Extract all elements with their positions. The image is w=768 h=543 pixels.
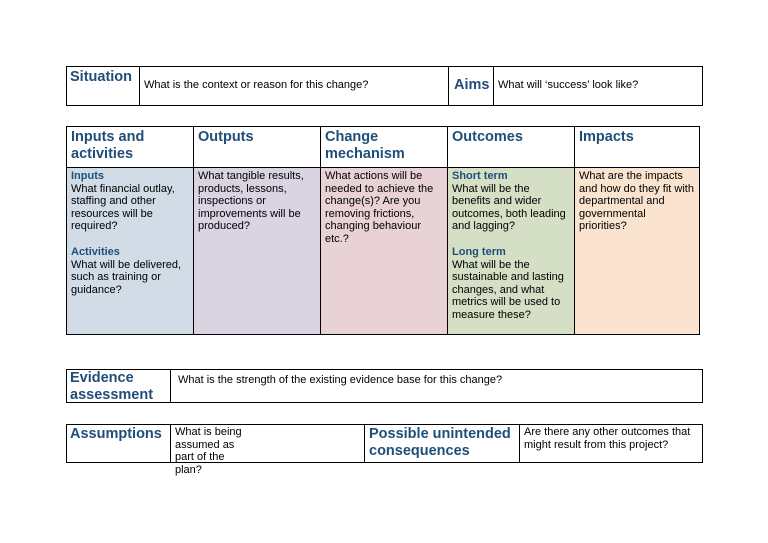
outputs-cell xyxy=(193,167,320,334)
activities-label: Activities xyxy=(71,245,120,258)
evidence-question: What is the strength of the existing evidence base for this change? xyxy=(170,370,702,402)
inputs-text: What financial outlay, staffing and other resources will be required? xyxy=(71,182,175,233)
impacts-cell xyxy=(574,167,699,334)
long-term-label: Long term xyxy=(452,245,506,258)
situation-aims-row xyxy=(66,66,703,106)
aims-question: What will ‘success’ look like? xyxy=(493,67,702,105)
aims-label: Aims xyxy=(448,67,493,105)
change-mechanism-cell xyxy=(320,167,447,334)
change-mechanism-text: What actions will be needed to achieve the change(s)? Are you removing frictions, changing behaviour etc.? xyxy=(325,170,434,245)
short-term-text: What will be the benefits and wider outcomes, both leading and lagging? xyxy=(452,182,566,233)
assumptions-question: What is being assumed as part of the plan? xyxy=(170,425,364,462)
situation-question: What is the context or reason for this change? xyxy=(139,67,448,105)
impacts-header: Impacts xyxy=(574,127,699,167)
impacts-text: What are the impacts and how do they fit with departmental and governmental priorities? xyxy=(579,170,694,233)
unintended-label: Possible unintended consequences xyxy=(364,425,519,462)
long-term-text: What will be the sustainable and lasting changes, and what metrics will be used to measure these? xyxy=(452,258,564,321)
logic-model-table xyxy=(66,126,700,335)
outputs-header: Outputs xyxy=(193,127,320,167)
change-mechanism-header: Change mechanism xyxy=(320,127,447,167)
unintended-question: Are there any other outcomes that might result from this project? xyxy=(519,425,702,462)
assumptions-label: Assumptions xyxy=(70,426,162,442)
inputs-activities-header: Inputs and activities xyxy=(71,129,145,162)
situation-label: Situation xyxy=(70,69,133,85)
evidence-label: Evidence assessment xyxy=(70,370,154,403)
inputs-activities-cell xyxy=(67,167,193,334)
outcomes-header: Outcomes xyxy=(447,127,574,167)
inputs-label: Inputs xyxy=(71,170,104,182)
outcomes-cell xyxy=(447,167,574,334)
outputs-text: What tangible results, products, lessons, inspections or improvements will be produced? xyxy=(198,170,304,233)
evidence-row xyxy=(66,369,703,403)
activities-text: What will be delivered, such as training or guidance? xyxy=(71,258,182,296)
short-term-label: Short term xyxy=(452,170,508,182)
assumptions-row xyxy=(66,424,703,476)
